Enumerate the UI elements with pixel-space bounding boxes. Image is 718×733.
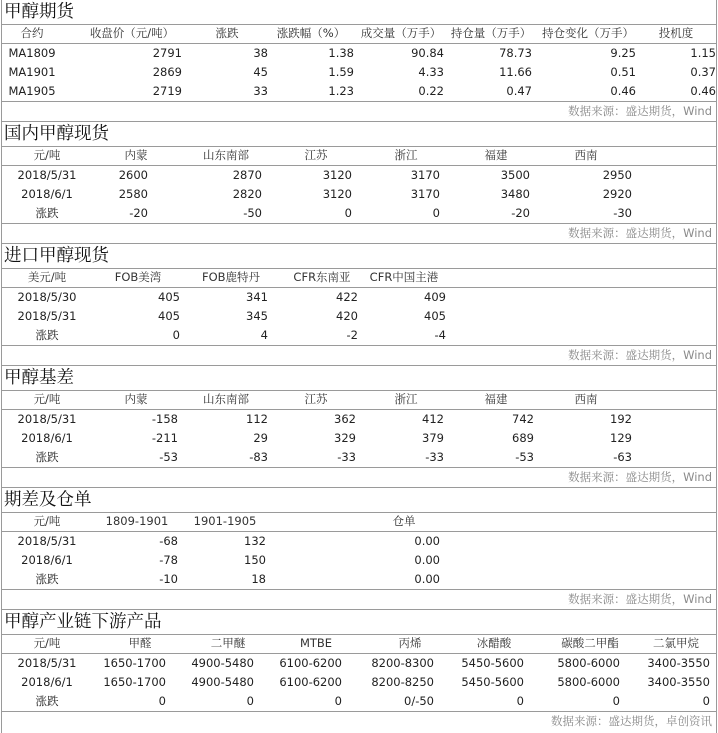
section-basis xyxy=(2,366,716,488)
table-cell: 8200-8300 xyxy=(371,656,434,670)
table-cell: -2 xyxy=(346,328,358,342)
column-header: 元/吨 xyxy=(33,636,61,650)
table-cell: 0 xyxy=(702,694,710,708)
table-cell: 5450-5600 xyxy=(461,675,524,689)
column-header: 丙烯 xyxy=(398,636,422,650)
row-label: MA1905 xyxy=(8,84,56,98)
column-header: 1809-1901 xyxy=(105,514,169,528)
table-cell: 0 xyxy=(246,694,254,708)
column-header: 二氯甲烷 xyxy=(653,636,699,650)
section-title: 甲醇基差 xyxy=(4,368,74,388)
column-header: MTBE xyxy=(299,636,333,650)
table-cell: 3120 xyxy=(322,168,352,182)
table-row xyxy=(2,204,716,223)
table-cell: 329 xyxy=(334,431,356,445)
table-cell: 150 xyxy=(244,553,266,567)
table-cell: 6100-6200 xyxy=(279,656,342,670)
table-cell: 0.47 xyxy=(506,84,532,98)
table-row xyxy=(2,570,716,589)
table-cell: 129 xyxy=(610,431,632,445)
table-cell: 362 xyxy=(334,412,356,426)
table-row xyxy=(2,288,716,307)
table-cell: 0.37 xyxy=(690,65,716,79)
table-cell: -78 xyxy=(159,553,178,567)
table-row xyxy=(2,63,716,82)
table-cell: 2580 xyxy=(118,187,148,201)
table-cell: 0 xyxy=(172,328,180,342)
table-cell: 0.22 xyxy=(418,84,444,98)
table-cell: 2950 xyxy=(602,168,632,182)
data-source-note: 数据来源：盛达期货，Wind xyxy=(568,348,712,362)
table-cell: 78.73 xyxy=(499,46,532,60)
section-title: 甲醇期货 xyxy=(4,2,74,22)
table-cell: 2820 xyxy=(232,187,262,201)
table-cell: 90.84 xyxy=(411,46,444,60)
table-cell: -63 xyxy=(613,450,632,464)
column-header: 持仓变化（万手） xyxy=(542,26,634,40)
column-header: 合约 xyxy=(20,26,44,40)
table-row xyxy=(2,185,716,204)
table-cell: 2600 xyxy=(118,168,148,182)
table-cell: 112 xyxy=(246,412,268,426)
column-header: 涨跌 xyxy=(215,26,239,40)
table-row xyxy=(2,551,716,570)
table-cell: 29 xyxy=(253,431,268,445)
table-cell: -53 xyxy=(159,450,178,464)
table-cell: 2920 xyxy=(602,187,632,201)
table-row xyxy=(2,654,716,673)
table-cell: 1.15 xyxy=(690,46,716,60)
table-cell: 1.59 xyxy=(328,65,354,79)
table-cell: 18 xyxy=(251,572,266,586)
table-cell: -20 xyxy=(129,206,148,220)
table-header-row xyxy=(2,146,716,165)
row-label: 2018/6/1 xyxy=(21,187,73,201)
row-label: MA1901 xyxy=(8,65,56,79)
table-cell: 0 xyxy=(432,206,440,220)
table-cell: 2870 xyxy=(232,168,262,182)
table-cell: 1.38 xyxy=(328,46,354,60)
data-source-note: 数据来源：盛达期货，Wind xyxy=(568,104,712,118)
column-header: 投机度 xyxy=(658,26,694,40)
column-header: 甲醛 xyxy=(128,636,152,650)
table-cell: 1650-1700 xyxy=(103,675,166,689)
table-cell: 420 xyxy=(336,309,358,323)
row-label: 2018/5/30 xyxy=(17,290,77,304)
table-cell: -4 xyxy=(434,328,446,342)
table-cell: 4.33 xyxy=(418,65,444,79)
table-row xyxy=(2,82,716,101)
table-cell: 3400-3550 xyxy=(647,656,710,670)
column-header: 福建 xyxy=(484,148,508,162)
table-cell: 379 xyxy=(422,431,444,445)
row-label: 2018/5/31 xyxy=(17,534,77,548)
table-cell: 0/-50 xyxy=(404,694,434,708)
column-header: 浙江 xyxy=(394,392,418,406)
column-header: 涨跌幅（%） xyxy=(276,26,346,40)
data-source-note: 数据来源：盛达期货，Wind xyxy=(568,470,712,484)
data-source-note: 数据来源：盛达期货，Wind xyxy=(568,226,712,240)
table-cell: 2719 xyxy=(152,84,182,98)
table-cell: -20 xyxy=(511,206,530,220)
column-header: 冰醋酸 xyxy=(476,636,512,650)
row-label: 涨跌 xyxy=(35,694,59,708)
table-cell: 3170 xyxy=(410,187,440,201)
table-cell: 0.46 xyxy=(690,84,716,98)
table-header-row xyxy=(2,24,716,43)
section-spread xyxy=(2,488,716,610)
column-header: FOB鹿特丹 xyxy=(201,270,261,284)
row-label: 涨跌 xyxy=(35,450,59,464)
table-cell: 132 xyxy=(244,534,266,548)
table-cell: 0 xyxy=(158,694,166,708)
column-header: 福建 xyxy=(484,392,508,406)
table-cell: 341 xyxy=(246,290,268,304)
table-cell: 5450-5600 xyxy=(461,656,524,670)
section-import-spot xyxy=(2,244,716,366)
section-domestic-spot xyxy=(2,122,716,244)
left-border xyxy=(1,0,2,733)
table-cell: 0.46 xyxy=(610,84,636,98)
section-title: 甲醇产业链下游产品 xyxy=(4,612,162,632)
column-header: 仓单 xyxy=(392,514,416,528)
section-title: 期差及仓单 xyxy=(4,490,92,510)
table-cell: 345 xyxy=(246,309,268,323)
table-cell: 0.00 xyxy=(414,572,440,586)
table-cell: 9.25 xyxy=(610,46,636,60)
table-cell: 1650-1700 xyxy=(103,656,166,670)
table-row xyxy=(2,532,716,551)
row-label: MA1809 xyxy=(8,46,56,60)
table-cell: 38 xyxy=(253,46,268,60)
right-border xyxy=(716,0,717,733)
table-row xyxy=(2,673,716,692)
table-cell: 3400-3550 xyxy=(647,675,710,689)
row-label: 2018/5/31 xyxy=(17,656,77,670)
column-header: 山东南部 xyxy=(203,392,249,406)
table-cell: 2869 xyxy=(152,65,182,79)
column-header: 江苏 xyxy=(304,148,328,162)
table-row xyxy=(2,326,716,345)
table-cell: 3480 xyxy=(500,187,530,201)
table-cell: 0.00 xyxy=(414,534,440,548)
table-cell: 4900-5480 xyxy=(191,656,254,670)
table-cell: -33 xyxy=(425,450,444,464)
table-cell: 0.51 xyxy=(610,65,636,79)
table-row xyxy=(2,166,716,185)
table-cell: 6100-6200 xyxy=(279,675,342,689)
table-cell: 0 xyxy=(334,694,342,708)
data-source-note: 数据来源：盛达期货，Wind xyxy=(568,592,712,606)
column-header: 1901-1905 xyxy=(193,514,257,528)
table-cell: 1.23 xyxy=(328,84,354,98)
table-header-row xyxy=(2,512,716,531)
table-cell: -30 xyxy=(613,206,632,220)
column-header: 西南 xyxy=(574,392,598,406)
table-cell: 409 xyxy=(424,290,446,304)
table-cell: 8200-8250 xyxy=(371,675,434,689)
table-row xyxy=(2,429,716,448)
column-header: 浙江 xyxy=(394,148,418,162)
row-label: 涨跌 xyxy=(35,572,59,586)
data-source-note: 数据来源：盛达期货，卓创资讯 xyxy=(551,714,712,728)
row-label: 2018/6/1 xyxy=(21,553,73,567)
column-header: 元/吨 xyxy=(33,148,61,162)
table-cell: 0 xyxy=(612,694,620,708)
table-cell: 0 xyxy=(344,206,352,220)
column-header: 元/吨 xyxy=(33,392,61,406)
column-header: 碳酸二甲酯 xyxy=(561,636,619,650)
table-cell: 0.00 xyxy=(414,553,440,567)
column-header: 元/吨 xyxy=(33,514,61,528)
column-header: 美元/吨 xyxy=(27,270,67,284)
table-row xyxy=(2,410,716,429)
column-header: 山东南部 xyxy=(203,148,249,162)
table-cell: 5800-6000 xyxy=(557,656,620,670)
column-header: 成交量（万手） xyxy=(360,26,442,40)
column-header: 江苏 xyxy=(304,392,328,406)
column-header: 内蒙 xyxy=(124,148,148,162)
column-header: 持仓量（万手） xyxy=(450,26,532,40)
column-header: 二甲醚 xyxy=(210,636,246,650)
column-header: 西南 xyxy=(574,148,598,162)
table-cell: 3120 xyxy=(322,187,352,201)
table-cell: 412 xyxy=(422,412,444,426)
table-cell: 45 xyxy=(253,65,268,79)
table-cell: 11.66 xyxy=(499,65,532,79)
table-header-row xyxy=(2,390,716,409)
table-cell: 33 xyxy=(253,84,268,98)
table-cell: 742 xyxy=(512,412,534,426)
table-cell: 4 xyxy=(260,328,268,342)
table-cell: 405 xyxy=(424,309,446,323)
column-header: FOB美湾 xyxy=(114,270,162,284)
table-cell: 192 xyxy=(610,412,632,426)
table-cell: 405 xyxy=(158,309,180,323)
column-header: CFR东南亚 xyxy=(293,270,351,284)
table-cell: 5800-6000 xyxy=(557,675,620,689)
table-header-row xyxy=(2,634,716,653)
table-cell: -211 xyxy=(151,431,178,445)
section-futures xyxy=(2,0,716,122)
column-header: CFR中国主港 xyxy=(369,270,439,284)
table-cell: -33 xyxy=(337,450,356,464)
column-header: 收盘价（元/吨） xyxy=(89,26,175,40)
table-cell: 2791 xyxy=(152,46,182,60)
row-label: 2018/5/31 xyxy=(17,412,77,426)
row-label: 2018/5/31 xyxy=(17,168,77,182)
row-label: 涨跌 xyxy=(35,328,59,342)
table-cell: 422 xyxy=(336,290,358,304)
row-label: 2018/6/1 xyxy=(21,675,73,689)
table-cell: 3170 xyxy=(410,168,440,182)
section-title: 进口甲醇现货 xyxy=(4,246,109,266)
column-header: 内蒙 xyxy=(124,392,148,406)
table-cell: 0 xyxy=(516,694,524,708)
table-cell: -53 xyxy=(515,450,534,464)
table-cell: 4900-5480 xyxy=(191,675,254,689)
table-cell: -83 xyxy=(249,450,268,464)
table-cell: -10 xyxy=(159,572,178,586)
section-title: 国内甲醇现货 xyxy=(4,124,109,144)
table-cell: -158 xyxy=(151,412,178,426)
table-row xyxy=(2,692,716,711)
row-label: 2018/5/31 xyxy=(17,309,77,323)
row-label: 涨跌 xyxy=(35,206,59,220)
table-cell: 689 xyxy=(512,431,534,445)
table-row xyxy=(2,307,716,326)
table-cell: 405 xyxy=(158,290,180,304)
table-header-row xyxy=(2,268,716,287)
table-cell: 3500 xyxy=(500,168,530,182)
section-downstream xyxy=(2,610,716,732)
table-row xyxy=(2,448,716,467)
row-label: 2018/6/1 xyxy=(21,431,73,445)
table-cell: -50 xyxy=(243,206,262,220)
table-row xyxy=(2,44,716,63)
table-cell: -68 xyxy=(159,534,178,548)
